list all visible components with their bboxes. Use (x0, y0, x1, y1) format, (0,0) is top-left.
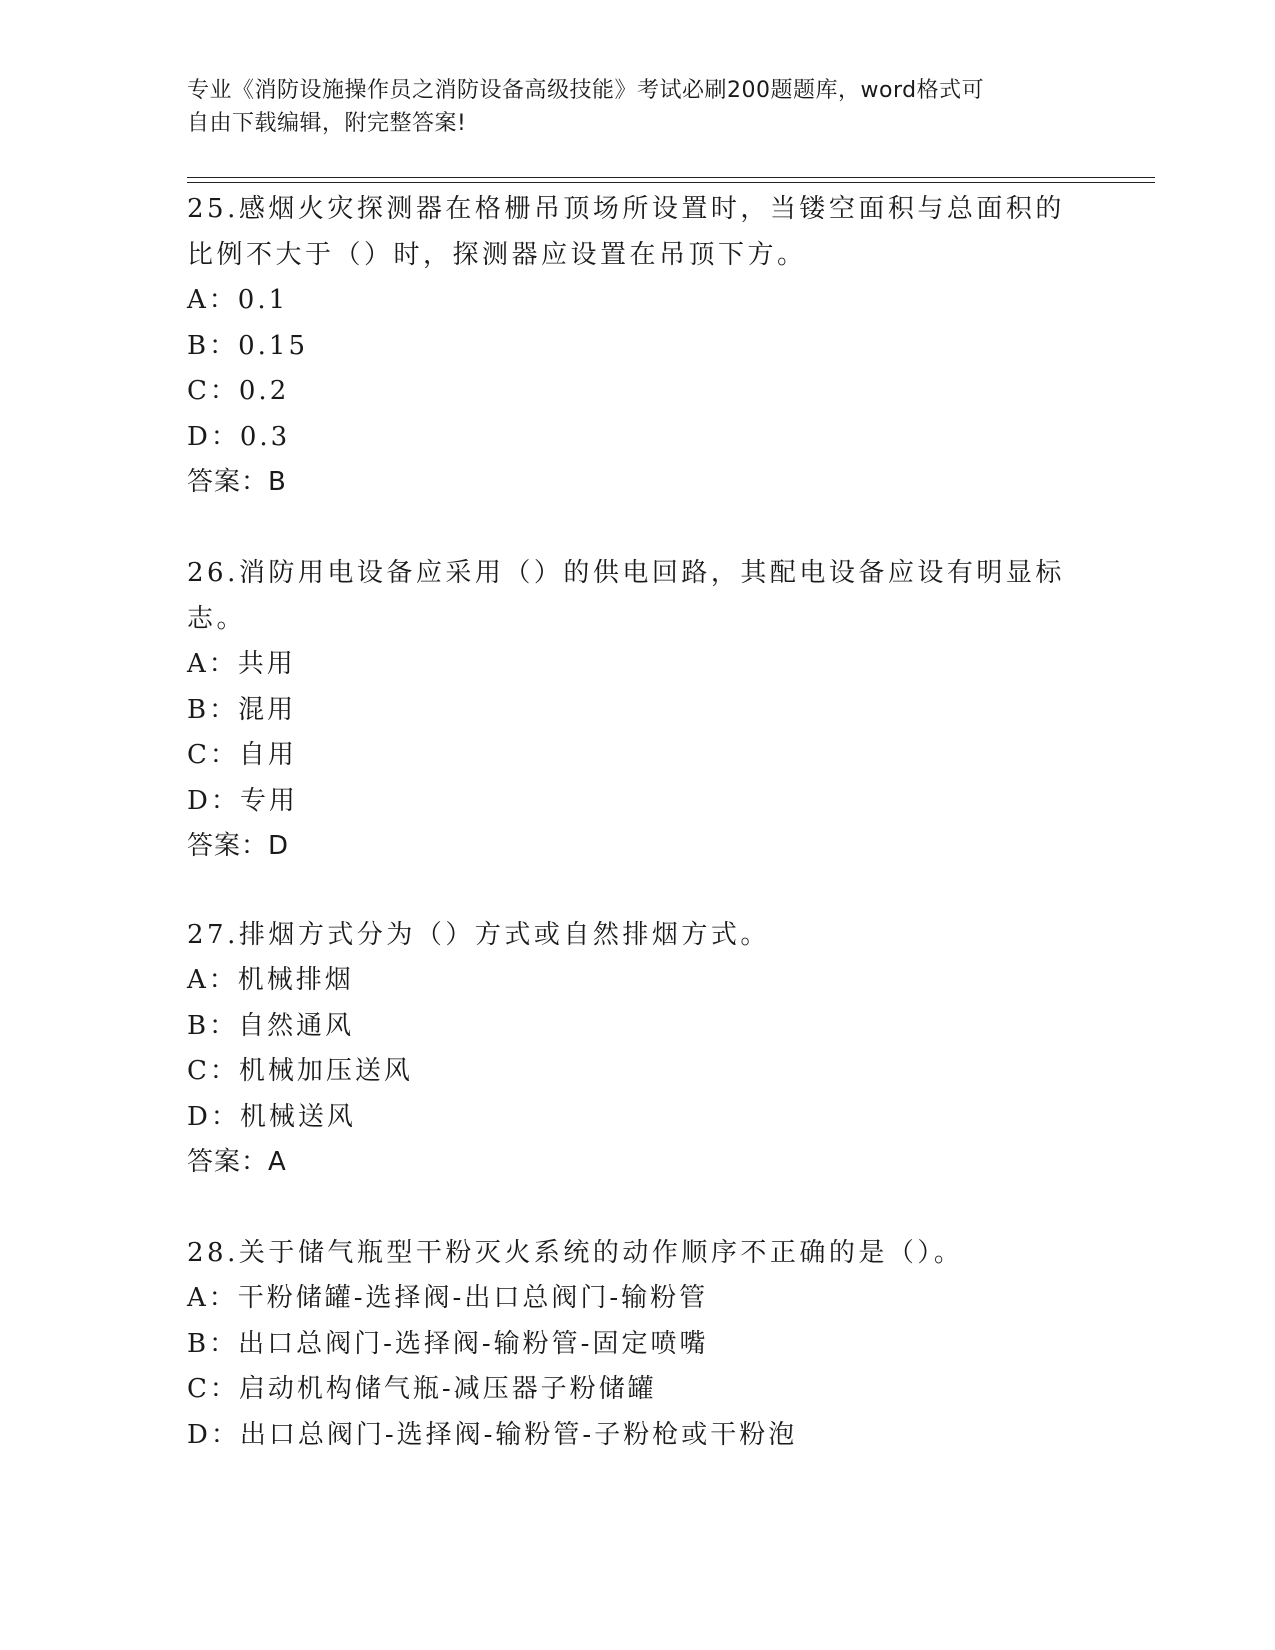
option-d: D：机械送风 (187, 1101, 356, 1132)
option-d: D：0.3 (187, 421, 291, 452)
option-a: A：0.1 (187, 285, 289, 315)
question-text: 28.关于储气瓶型干粉灭火系统的动作顺序不正确的是（）。 (187, 1238, 964, 1268)
question-28 (187, 1230, 1087, 1458)
answer: 答案：D (187, 831, 290, 861)
answer: 答案：B (187, 467, 287, 497)
header-line-1: 专业《消防设施操作员之消防设备高级技能》考试必刷200题题库，word格式可 (187, 78, 985, 103)
question-text: 26.消防用电设备应采用（）的供电回路，其配电设备应设有明显标志。 (187, 558, 1065, 634)
question-text: 25.感烟火灾探测器在格栅吊顶场所设置时，当镂空面积与总面积的比例不大于（）时，探测器应设置在吊顶下方。 (187, 194, 1065, 270)
option-c: C：启动机构储气瓶-减压器子粉储罐 (187, 1374, 657, 1404)
option-a: A：共用 (187, 649, 296, 679)
option-c: C：0.2 (187, 376, 290, 406)
option-b: B：出口总阀门-选择阀-输粉管-固定喷嘴 (187, 1328, 709, 1359)
option-c: C：自用 (187, 740, 297, 770)
option-a: A：机械排烟 (187, 965, 354, 995)
header-line-2: 自由下载编辑，附完整答案! (187, 111, 467, 136)
option-d: D：专用 (187, 785, 298, 816)
document-header (187, 74, 1087, 140)
option-b: B：0.15 (187, 330, 308, 361)
option-b: B：混用 (187, 694, 297, 725)
question-text: 27.排烟方式分为（）方式或自然排烟方式。 (187, 920, 770, 950)
option-d: D：出口总阀门-选择阀-输粉管-子粉枪或干粉泡 (187, 1419, 798, 1450)
question-27 (187, 912, 1087, 1185)
answer: 答案：A (187, 1147, 287, 1177)
header-divider-bottom (187, 182, 1155, 183)
question-25 (187, 186, 1087, 505)
header-divider-top (187, 177, 1155, 178)
option-c: C：机械加压送风 (187, 1056, 413, 1086)
option-b: B：自然通风 (187, 1010, 355, 1041)
question-26 (187, 550, 1087, 869)
option-a: A：干粉储罐-选择阀-出口总阀门-输粉管 (187, 1283, 709, 1313)
